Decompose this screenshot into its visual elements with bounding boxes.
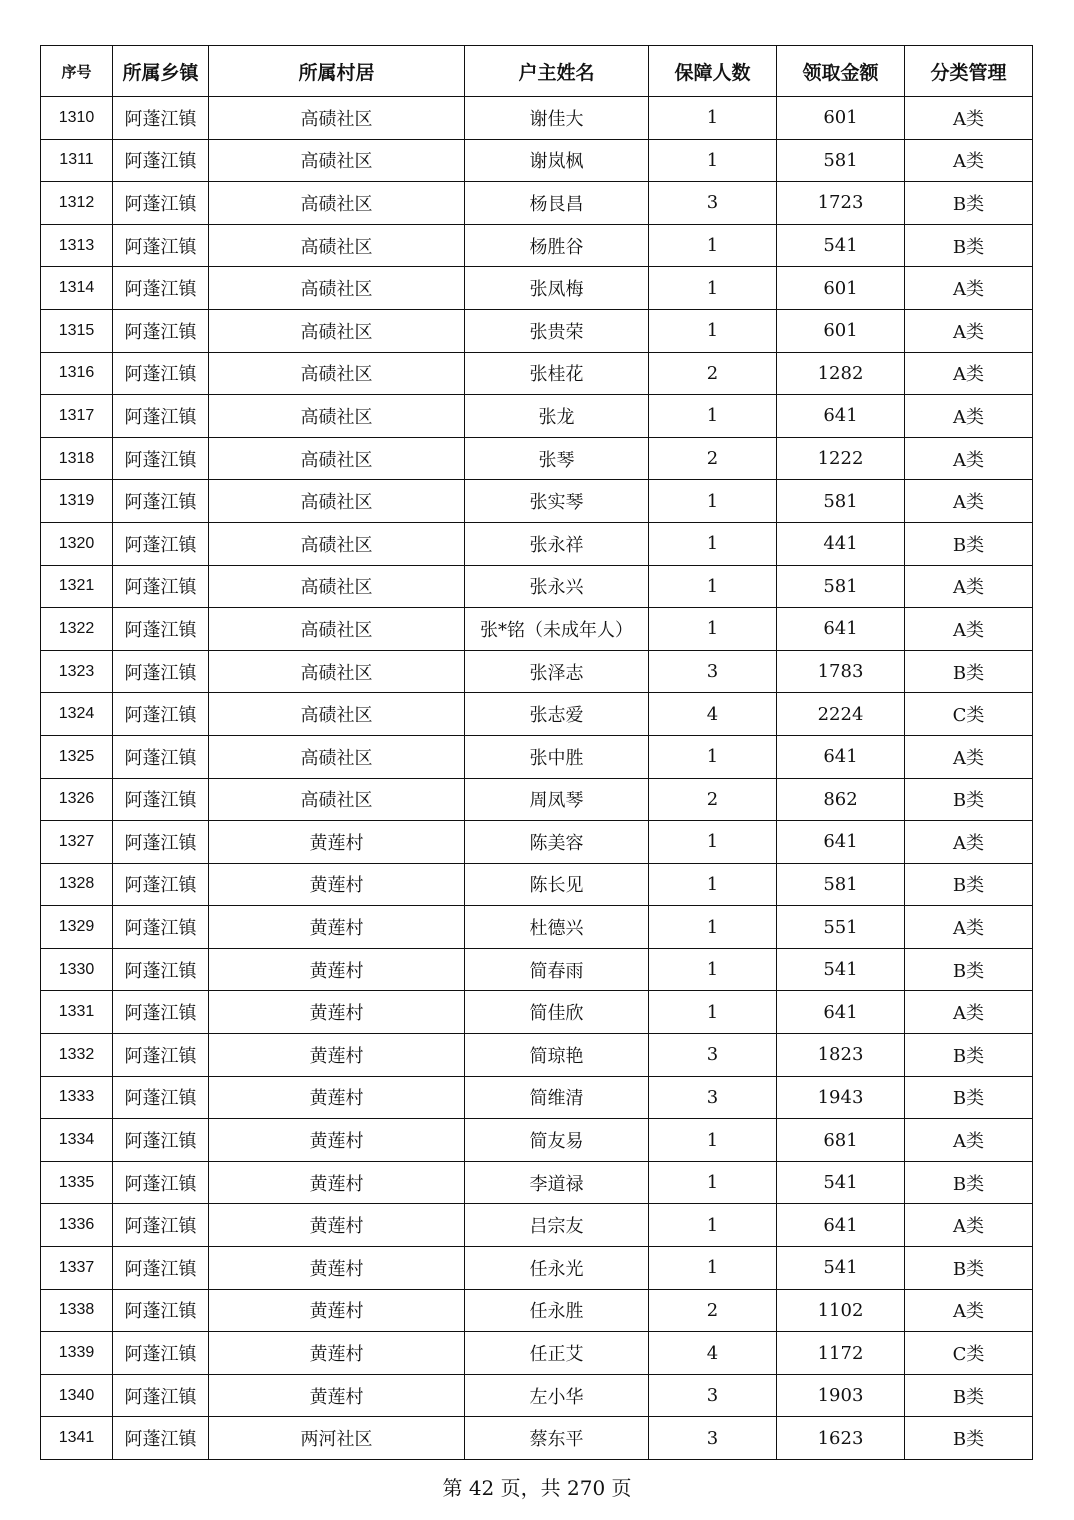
- cell-name: 张凤梅: [465, 267, 649, 310]
- header-row: [41, 46, 1033, 97]
- cell-village: 高碛社区: [209, 352, 465, 395]
- cell-amount: 601: [777, 97, 905, 140]
- cell-no: 1315: [41, 309, 113, 352]
- cell-amount: 641: [777, 395, 905, 438]
- cell-no: 1326: [41, 778, 113, 821]
- cell-town: 阿蓬江镇: [113, 1161, 209, 1204]
- cell-town: 阿蓬江镇: [113, 1204, 209, 1247]
- cell-village: 黄莲村: [209, 1119, 465, 1162]
- cell-category: A类: [905, 565, 1033, 608]
- table-row: [41, 1204, 1033, 1247]
- cell-category: B类: [905, 1374, 1033, 1417]
- cell-persons: 1: [649, 480, 777, 523]
- cell-name: 张泽志: [465, 650, 649, 693]
- cell-name: 任永光: [465, 1247, 649, 1290]
- cell-amount: 541: [777, 1247, 905, 1290]
- header-category: 分类管理: [905, 46, 1033, 97]
- cell-village: 高碛社区: [209, 522, 465, 565]
- cell-category: A类: [905, 821, 1033, 864]
- cell-town: 阿蓬江镇: [113, 693, 209, 736]
- cell-town: 阿蓬江镇: [113, 1417, 209, 1460]
- cell-no: 1310: [41, 97, 113, 140]
- cell-persons: 3: [649, 1374, 777, 1417]
- cell-village: 高碛社区: [209, 778, 465, 821]
- cell-amount: 1102: [777, 1289, 905, 1332]
- cell-category: A类: [905, 437, 1033, 480]
- cell-town: 阿蓬江镇: [113, 863, 209, 906]
- cell-no: 1317: [41, 395, 113, 438]
- cell-name: 陈美容: [465, 821, 649, 864]
- cell-town: 阿蓬江镇: [113, 182, 209, 225]
- cell-amount: 1903: [777, 1374, 905, 1417]
- cell-name: 杨胜谷: [465, 224, 649, 267]
- header-amount: 领取金额: [777, 46, 905, 97]
- cell-category: B类: [905, 948, 1033, 991]
- table-row: [41, 565, 1033, 608]
- table-row: [41, 97, 1033, 140]
- table-row: [41, 906, 1033, 949]
- table-row: [41, 395, 1033, 438]
- table-row: [41, 778, 1033, 821]
- cell-amount: 581: [777, 565, 905, 608]
- table-row: [41, 1119, 1033, 1162]
- cell-category: B类: [905, 522, 1033, 565]
- table-row: [41, 948, 1033, 991]
- cell-village: 高碛社区: [209, 480, 465, 523]
- cell-persons: 2: [649, 352, 777, 395]
- table-row: [41, 182, 1033, 225]
- cell-town: 阿蓬江镇: [113, 480, 209, 523]
- cell-persons: 1: [649, 991, 777, 1034]
- header-town: 所属乡镇: [113, 46, 209, 97]
- cell-category: B类: [905, 1034, 1033, 1077]
- cell-persons: 1: [649, 1161, 777, 1204]
- table-row: [41, 309, 1033, 352]
- cell-amount: 1783: [777, 650, 905, 693]
- cell-amount: 641: [777, 821, 905, 864]
- table-header: [41, 46, 1033, 97]
- cell-no: 1321: [41, 565, 113, 608]
- table-row: [41, 1034, 1033, 1077]
- cell-town: 阿蓬江镇: [113, 948, 209, 991]
- cell-amount: 2224: [777, 693, 905, 736]
- cell-no: 1322: [41, 608, 113, 651]
- cell-category: B类: [905, 1247, 1033, 1290]
- cell-town: 阿蓬江镇: [113, 224, 209, 267]
- table-row: [41, 1332, 1033, 1375]
- table-row: [41, 693, 1033, 736]
- cell-town: 阿蓬江镇: [113, 1034, 209, 1077]
- cell-category: B类: [905, 1076, 1033, 1119]
- cell-no: 1325: [41, 735, 113, 778]
- cell-village: 高碛社区: [209, 735, 465, 778]
- cell-amount: 1943: [777, 1076, 905, 1119]
- cell-category: A类: [905, 735, 1033, 778]
- cell-persons: 1: [649, 948, 777, 991]
- cell-name: 杜德兴: [465, 906, 649, 949]
- cell-amount: 601: [777, 309, 905, 352]
- cell-persons: 1: [649, 395, 777, 438]
- cell-persons: 1: [649, 863, 777, 906]
- cell-persons: 2: [649, 778, 777, 821]
- cell-persons: 1: [649, 821, 777, 864]
- cell-amount: 581: [777, 480, 905, 523]
- cell-village: 黄莲村: [209, 1204, 465, 1247]
- cell-name: 张永兴: [465, 565, 649, 608]
- cell-town: 阿蓬江镇: [113, 821, 209, 864]
- cell-name: 谢佳大: [465, 97, 649, 140]
- cell-name: 张中胜: [465, 735, 649, 778]
- cell-no: 1339: [41, 1332, 113, 1375]
- cell-persons: 2: [649, 1289, 777, 1332]
- cell-category: A类: [905, 480, 1033, 523]
- cell-amount: 541: [777, 948, 905, 991]
- cell-town: 阿蓬江镇: [113, 650, 209, 693]
- table-row: [41, 480, 1033, 523]
- cell-category: A类: [905, 267, 1033, 310]
- cell-name: 谢岚枫: [465, 139, 649, 182]
- cell-town: 阿蓬江镇: [113, 565, 209, 608]
- table-row: [41, 437, 1033, 480]
- cell-town: 阿蓬江镇: [113, 309, 209, 352]
- cell-name: 陈长见: [465, 863, 649, 906]
- cell-no: 1323: [41, 650, 113, 693]
- cell-village: 高碛社区: [209, 309, 465, 352]
- header-no: 序号: [41, 46, 113, 97]
- table-row: [41, 1417, 1033, 1460]
- page-footer: [0, 1472, 1074, 1501]
- cell-name: 杨艮昌: [465, 182, 649, 225]
- cell-no: 1324: [41, 693, 113, 736]
- cell-village: 黄莲村: [209, 1332, 465, 1375]
- cell-no: 1341: [41, 1417, 113, 1460]
- cell-town: 阿蓬江镇: [113, 522, 209, 565]
- cell-category: A类: [905, 97, 1033, 140]
- cell-amount: 641: [777, 608, 905, 651]
- cell-persons: 3: [649, 1417, 777, 1460]
- cell-persons: 1: [649, 1119, 777, 1162]
- cell-village: 两河社区: [209, 1417, 465, 1460]
- cell-category: A类: [905, 1204, 1033, 1247]
- cell-name: 简维清: [465, 1076, 649, 1119]
- cell-town: 阿蓬江镇: [113, 1289, 209, 1332]
- cell-town: 阿蓬江镇: [113, 97, 209, 140]
- cell-no: 1331: [41, 991, 113, 1034]
- cell-no: 1327: [41, 821, 113, 864]
- table-body: [41, 97, 1033, 1460]
- cell-amount: 641: [777, 735, 905, 778]
- table-row: [41, 139, 1033, 182]
- cell-amount: 601: [777, 267, 905, 310]
- cell-persons: 1: [649, 735, 777, 778]
- cell-village: 高碛社区: [209, 693, 465, 736]
- table-row: [41, 522, 1033, 565]
- cell-no: 1338: [41, 1289, 113, 1332]
- cell-village: 黄莲村: [209, 1374, 465, 1417]
- cell-village: 黄莲村: [209, 1161, 465, 1204]
- cell-name: 张志爱: [465, 693, 649, 736]
- cell-name: 张永祥: [465, 522, 649, 565]
- cell-category: A类: [905, 395, 1033, 438]
- table-row: [41, 1161, 1033, 1204]
- table-row: [41, 991, 1033, 1034]
- cell-name: 任正艾: [465, 1332, 649, 1375]
- cell-village: 高碛社区: [209, 650, 465, 693]
- cell-village: 黄莲村: [209, 1247, 465, 1290]
- cell-amount: 641: [777, 1204, 905, 1247]
- cell-town: 阿蓬江镇: [113, 267, 209, 310]
- cell-persons: 1: [649, 565, 777, 608]
- cell-village: 高碛社区: [209, 608, 465, 651]
- cell-no: 1319: [41, 480, 113, 523]
- cell-village: 黄莲村: [209, 1076, 465, 1119]
- cell-category: C类: [905, 693, 1033, 736]
- cell-persons: 1: [649, 309, 777, 352]
- cell-amount: 441: [777, 522, 905, 565]
- cell-amount: 862: [777, 778, 905, 821]
- cell-no: 1329: [41, 906, 113, 949]
- cell-persons: 2: [649, 437, 777, 480]
- cell-name: 张琴: [465, 437, 649, 480]
- table-row: [41, 1076, 1033, 1119]
- cell-amount: 1623: [777, 1417, 905, 1460]
- cell-category: B类: [905, 224, 1033, 267]
- cell-no: 1320: [41, 522, 113, 565]
- cell-town: 阿蓬江镇: [113, 139, 209, 182]
- cell-town: 阿蓬江镇: [113, 735, 209, 778]
- cell-town: 阿蓬江镇: [113, 1076, 209, 1119]
- cell-town: 阿蓬江镇: [113, 1374, 209, 1417]
- cell-village: 高碛社区: [209, 182, 465, 225]
- cell-amount: 681: [777, 1119, 905, 1162]
- table-row: [41, 735, 1033, 778]
- cell-village: 高碛社区: [209, 97, 465, 140]
- cell-town: 阿蓬江镇: [113, 608, 209, 651]
- cell-village: 黄莲村: [209, 948, 465, 991]
- cell-persons: 1: [649, 522, 777, 565]
- table-row: [41, 1374, 1033, 1417]
- cell-persons: 1: [649, 139, 777, 182]
- cell-category: B类: [905, 650, 1033, 693]
- cell-persons: 3: [649, 182, 777, 225]
- cell-village: 高碛社区: [209, 395, 465, 438]
- cell-persons: 3: [649, 650, 777, 693]
- cell-no: 1334: [41, 1119, 113, 1162]
- table-row: [41, 650, 1033, 693]
- cell-village: 黄莲村: [209, 906, 465, 949]
- cell-amount: 541: [777, 224, 905, 267]
- cell-name: 简佳欣: [465, 991, 649, 1034]
- cell-village: 高碛社区: [209, 224, 465, 267]
- roster-table-container: [40, 45, 1032, 1460]
- cell-name: 张实琴: [465, 480, 649, 523]
- cell-name: 吕宗友: [465, 1204, 649, 1247]
- cell-persons: 1: [649, 906, 777, 949]
- roster-table: [40, 45, 1033, 1460]
- cell-persons: 3: [649, 1076, 777, 1119]
- cell-town: 阿蓬江镇: [113, 991, 209, 1034]
- table-row: [41, 224, 1033, 267]
- cell-name: 简春雨: [465, 948, 649, 991]
- cell-persons: 1: [649, 97, 777, 140]
- cell-category: A类: [905, 906, 1033, 949]
- cell-no: 1312: [41, 182, 113, 225]
- cell-town: 阿蓬江镇: [113, 906, 209, 949]
- header-persons: 保障人数: [649, 46, 777, 97]
- cell-amount: 1222: [777, 437, 905, 480]
- cell-name: 左小华: [465, 1374, 649, 1417]
- table-row: [41, 1247, 1033, 1290]
- cell-village: 黄莲村: [209, 991, 465, 1034]
- cell-no: 1330: [41, 948, 113, 991]
- cell-category: A类: [905, 139, 1033, 182]
- cell-no: 1340: [41, 1374, 113, 1417]
- cell-name: 简琼艳: [465, 1034, 649, 1077]
- cell-category: A类: [905, 608, 1033, 651]
- cell-category: B类: [905, 1161, 1033, 1204]
- cell-name: 周凤琴: [465, 778, 649, 821]
- header-village: 所属村居: [209, 46, 465, 97]
- cell-name: 简友易: [465, 1119, 649, 1162]
- cell-amount: 541: [777, 1161, 905, 1204]
- cell-category: A类: [905, 991, 1033, 1034]
- cell-no: 1332: [41, 1034, 113, 1077]
- cell-village: 高碛社区: [209, 565, 465, 608]
- cell-category: A类: [905, 1289, 1033, 1332]
- header-name: 户主姓名: [465, 46, 649, 97]
- cell-amount: 581: [777, 863, 905, 906]
- cell-name: 蔡东平: [465, 1417, 649, 1460]
- cell-amount: 641: [777, 991, 905, 1034]
- table-row: [41, 863, 1033, 906]
- cell-name: 任永胜: [465, 1289, 649, 1332]
- cell-village: 黄莲村: [209, 1034, 465, 1077]
- cell-no: 1316: [41, 352, 113, 395]
- cell-amount: 581: [777, 139, 905, 182]
- cell-no: 1336: [41, 1204, 113, 1247]
- cell-town: 阿蓬江镇: [113, 437, 209, 480]
- cell-no: 1311: [41, 139, 113, 182]
- cell-village: 高碛社区: [209, 437, 465, 480]
- cell-name: 李道禄: [465, 1161, 649, 1204]
- cell-amount: 1823: [777, 1034, 905, 1077]
- cell-persons: 3: [649, 1034, 777, 1077]
- cell-category: A类: [905, 352, 1033, 395]
- cell-town: 阿蓬江镇: [113, 395, 209, 438]
- cell-name: 张*铭（未成年人）: [465, 608, 649, 651]
- cell-amount: 1723: [777, 182, 905, 225]
- cell-no: 1318: [41, 437, 113, 480]
- page-number-text: 第 42 页，共 270 页: [442, 1476, 632, 1500]
- cell-category: C类: [905, 1332, 1033, 1375]
- cell-persons: 1: [649, 1247, 777, 1290]
- cell-no: 1328: [41, 863, 113, 906]
- table-row: [41, 821, 1033, 864]
- cell-village: 高碛社区: [209, 139, 465, 182]
- cell-persons: 1: [649, 608, 777, 651]
- cell-town: 阿蓬江镇: [113, 1332, 209, 1375]
- cell-name: 张贵荣: [465, 309, 649, 352]
- table-row: [41, 267, 1033, 310]
- table-row: [41, 608, 1033, 651]
- cell-town: 阿蓬江镇: [113, 1247, 209, 1290]
- cell-town: 阿蓬江镇: [113, 778, 209, 821]
- cell-name: 张桂花: [465, 352, 649, 395]
- cell-amount: 551: [777, 906, 905, 949]
- cell-persons: 4: [649, 693, 777, 736]
- cell-village: 高碛社区: [209, 267, 465, 310]
- cell-no: 1314: [41, 267, 113, 310]
- table-row: [41, 1289, 1033, 1332]
- cell-category: A类: [905, 1119, 1033, 1162]
- cell-no: 1335: [41, 1161, 113, 1204]
- cell-village: 黄莲村: [209, 863, 465, 906]
- cell-amount: 1282: [777, 352, 905, 395]
- cell-amount: 1172: [777, 1332, 905, 1375]
- cell-category: B类: [905, 778, 1033, 821]
- cell-no: 1333: [41, 1076, 113, 1119]
- cell-persons: 1: [649, 1204, 777, 1247]
- cell-no: 1313: [41, 224, 113, 267]
- cell-category: A类: [905, 309, 1033, 352]
- cell-persons: 1: [649, 224, 777, 267]
- cell-category: B类: [905, 863, 1033, 906]
- table-row: [41, 352, 1033, 395]
- cell-town: 阿蓬江镇: [113, 1119, 209, 1162]
- cell-town: 阿蓬江镇: [113, 352, 209, 395]
- cell-category: B类: [905, 1417, 1033, 1460]
- cell-name: 张龙: [465, 395, 649, 438]
- cell-category: B类: [905, 182, 1033, 225]
- cell-no: 1337: [41, 1247, 113, 1290]
- cell-persons: 4: [649, 1332, 777, 1375]
- cell-village: 黄莲村: [209, 1289, 465, 1332]
- cell-persons: 1: [649, 267, 777, 310]
- cell-village: 黄莲村: [209, 821, 465, 864]
